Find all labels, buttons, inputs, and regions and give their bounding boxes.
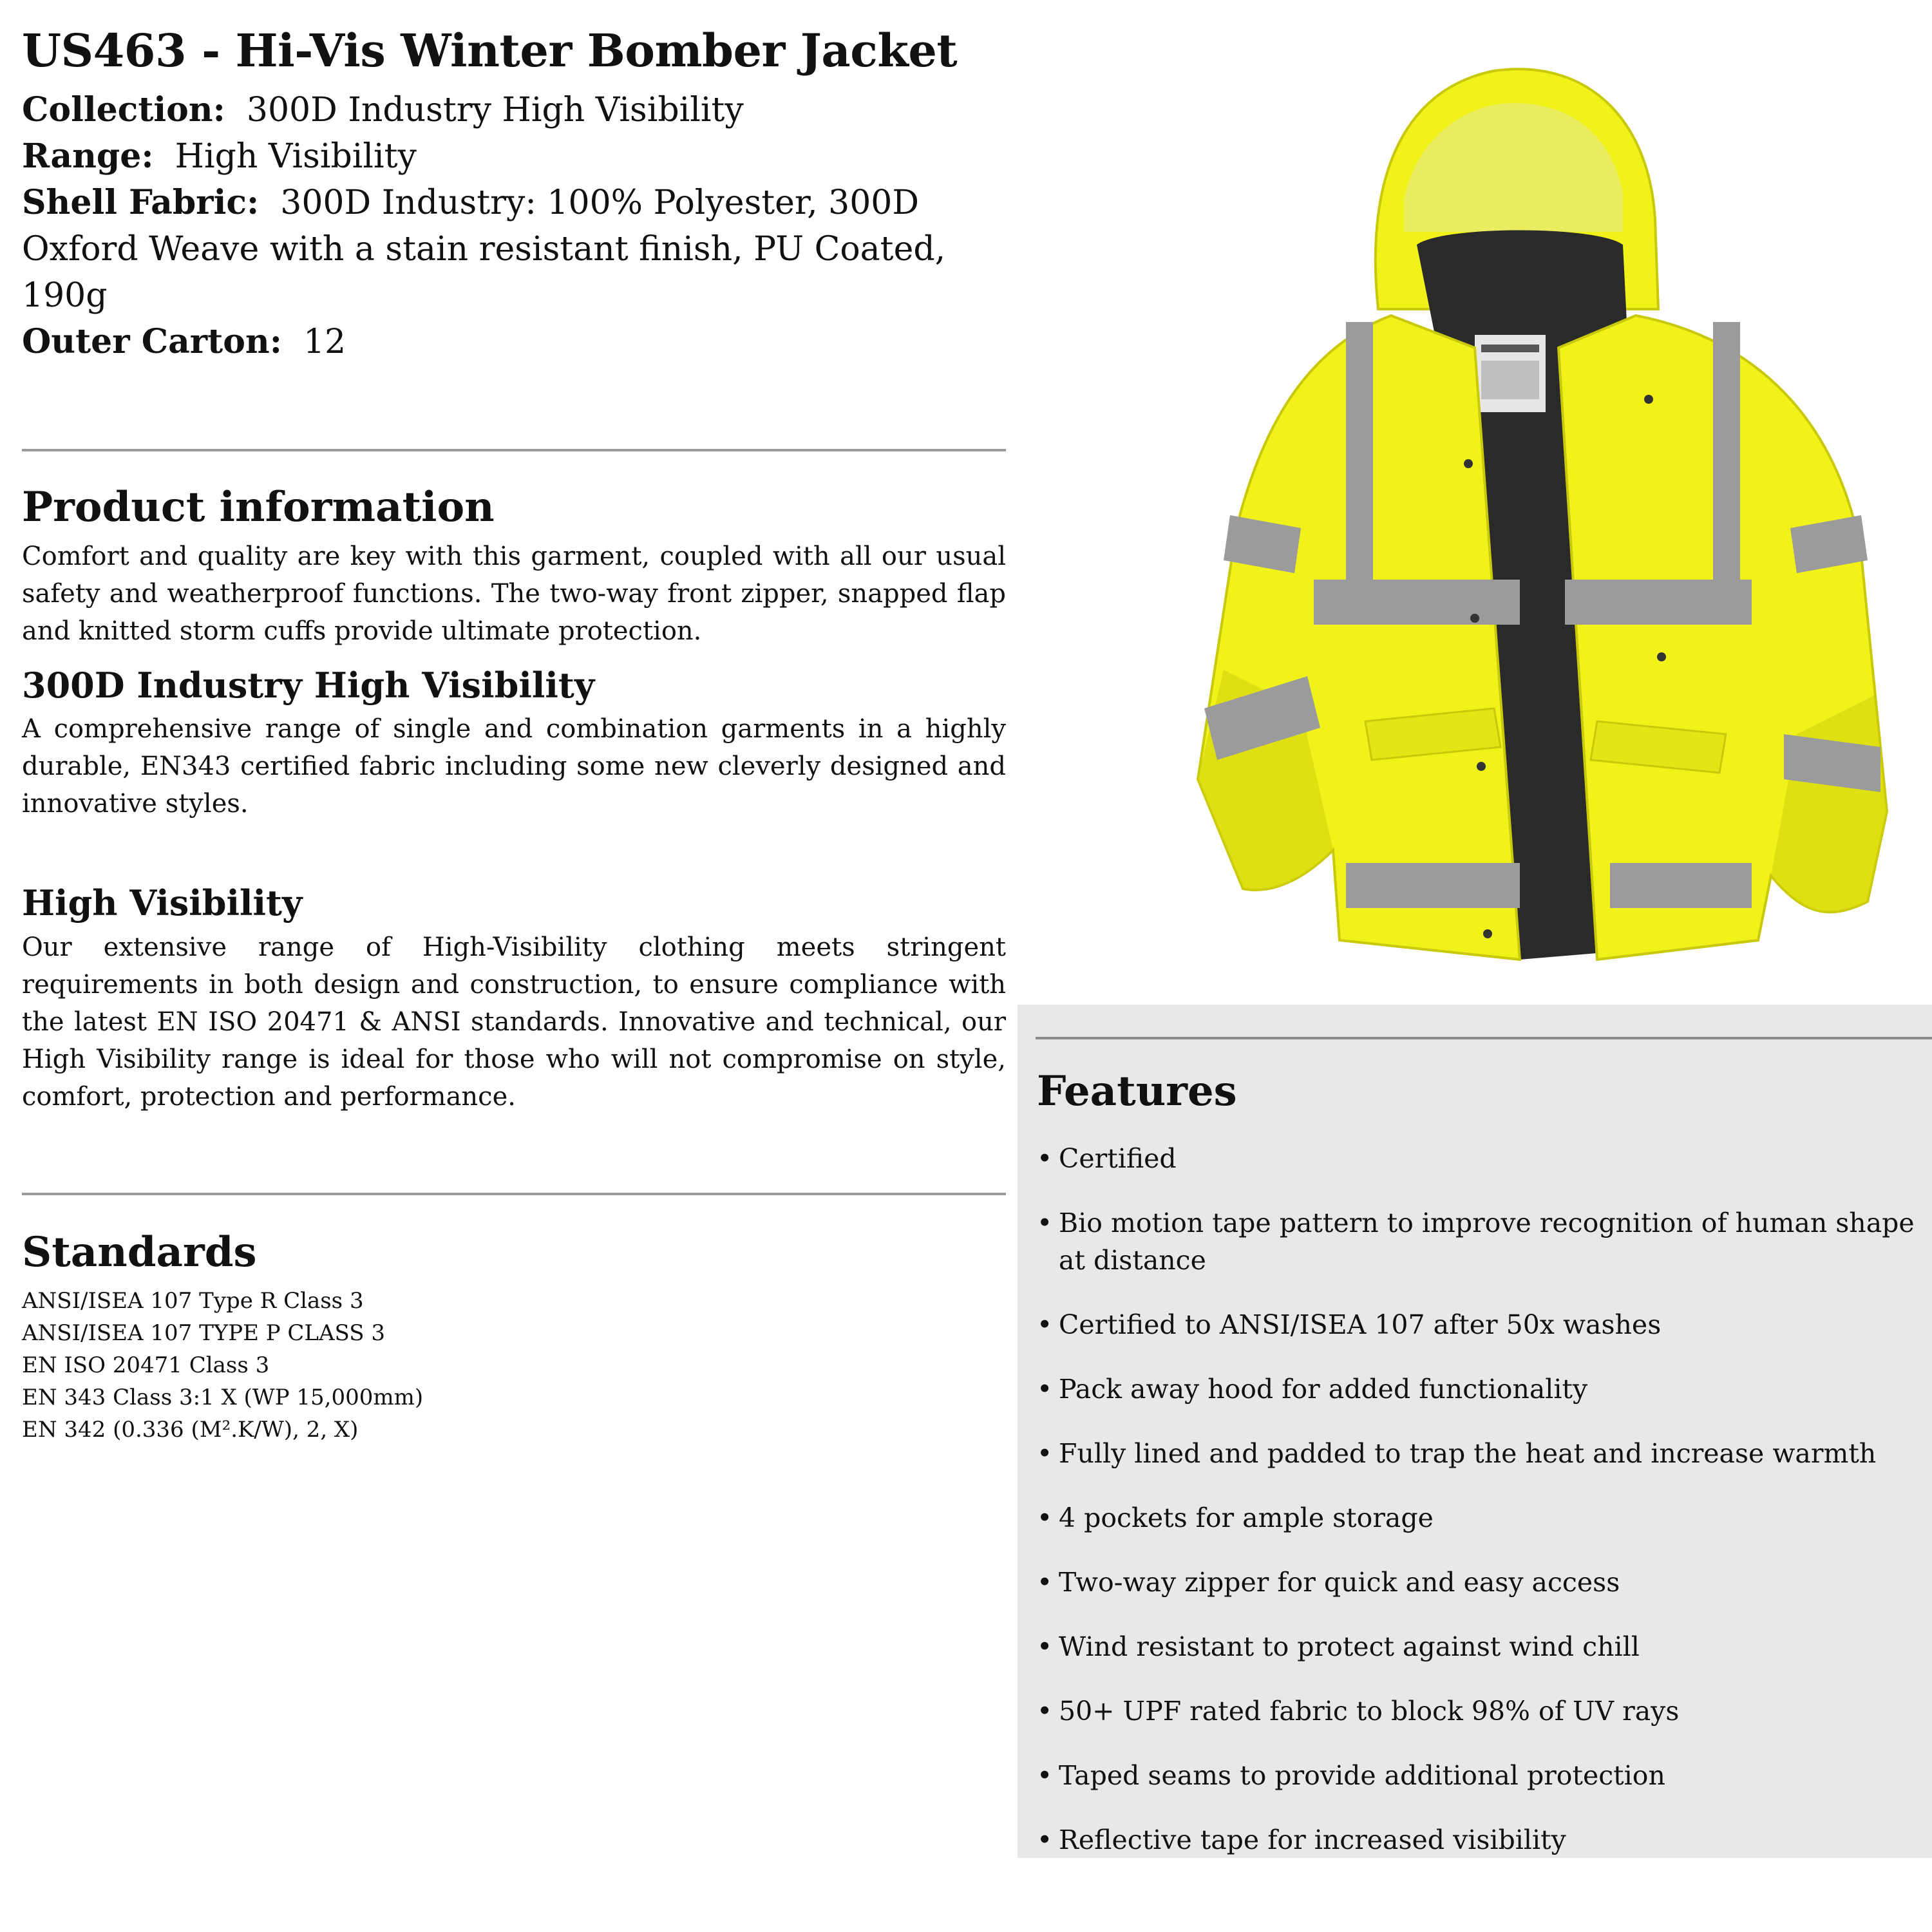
bullet-icon: • bbox=[1037, 1143, 1053, 1174]
bullet-icon: • bbox=[1037, 1824, 1053, 1855]
bullet-icon: • bbox=[1037, 1567, 1053, 1598]
bullet-icon: • bbox=[1037, 1374, 1053, 1405]
feature-text: Reflective tape for increased visibility bbox=[1059, 1824, 1566, 1855]
feature-item bbox=[1037, 1564, 1919, 1601]
feature-item bbox=[1037, 1306, 1919, 1343]
standard-item: EN ISO 20471 Class 3 bbox=[22, 1352, 270, 1378]
jacket-illustration bbox=[1030, 39, 1932, 1005]
bullet-icon: • bbox=[1037, 1438, 1053, 1469]
feature-item bbox=[1037, 1757, 1919, 1794]
feature-text: Pack away hood for added functionality bbox=[1059, 1374, 1588, 1405]
hi-vis-jacket-photo bbox=[1030, 39, 1932, 1005]
feature-item bbox=[1037, 1140, 1919, 1177]
feature-text: Wind resistant to protect against wind chill bbox=[1059, 1631, 1640, 1662]
feature-text: 4 pockets for ample storage bbox=[1059, 1502, 1434, 1533]
features-panel bbox=[1018, 1005, 1932, 1858]
feature-item bbox=[1037, 1821, 1919, 1859]
feature-text: Fully lined and padded to trap the heat and increase warmth bbox=[1059, 1438, 1877, 1469]
features-divider bbox=[1036, 1037, 1932, 1039]
standard-item: EN 342 (0.336 (M².K/W), 2, X) bbox=[22, 1416, 359, 1443]
spec-label: Outer Carton: bbox=[22, 322, 282, 361]
range-subsection-heading: High Visibility bbox=[22, 882, 303, 923]
feature-text: Certified to ANSI/ISEA 107 after 50x washes bbox=[1059, 1309, 1662, 1340]
bullet-icon: • bbox=[1037, 1631, 1053, 1662]
feature-text: Bio motion tape pattern to improve recognition of human shape at distance bbox=[1059, 1208, 1915, 1276]
spec-label: Shell Fabric: bbox=[22, 183, 260, 222]
feature-text: 50+ UPF rated fabric to block 98% of UV rays bbox=[1059, 1696, 1680, 1727]
feature-text: Two-way zipper for quick and easy access bbox=[1059, 1567, 1620, 1598]
range-subsection bbox=[22, 884, 1006, 1115]
feature-text: Certified bbox=[1059, 1143, 1177, 1174]
feature-item bbox=[1037, 1435, 1919, 1472]
collection-subsection bbox=[22, 667, 1006, 822]
feature-item bbox=[1037, 1204, 1919, 1279]
spec-range bbox=[22, 133, 1006, 180]
bullet-icon: • bbox=[1037, 1760, 1053, 1791]
bullet-icon: • bbox=[1037, 1208, 1053, 1238]
collection-subsection-body: A comprehensive range of single and combination garments in a highly durable, EN343 certified fabric including some new cleverly designed and innovative styles. bbox=[22, 714, 1006, 819]
features-heading: Features bbox=[1037, 1067, 1237, 1115]
spec-value: 300D Industry High Visibility bbox=[246, 91, 744, 129]
product-information-body: Comfort and quality are key with this garment, coupled with all our usual safety and weatherproof functions. The two-way front zipper, snapped flap and knitted storm cuffs provide ultimate protection. bbox=[22, 542, 1006, 647]
standard-item: ANSI/ISEA 107 TYPE P CLASS 3 bbox=[22, 1320, 385, 1346]
feature-item bbox=[1037, 1499, 1919, 1537]
spec-value: 300D Industry: 100% Polyester, 300D Oxford Weave with a stain resistant finish, PU Coated, 190g bbox=[22, 184, 946, 315]
feature-item bbox=[1037, 1370, 1919, 1408]
features-list bbox=[1037, 1140, 1919, 1886]
spec-label: Collection: bbox=[22, 90, 225, 129]
spec-label: Range: bbox=[22, 137, 154, 176]
feature-item bbox=[1037, 1692, 1919, 1730]
section-divider bbox=[22, 1193, 1006, 1195]
bullet-icon: • bbox=[1037, 1309, 1053, 1340]
feature-text: Taped seams to provide additional protection bbox=[1059, 1760, 1665, 1791]
product-title: US463 - Hi-Vis Winter Bomber Jacket bbox=[22, 24, 958, 77]
standards-section bbox=[22, 1230, 1006, 1445]
product-information-section bbox=[22, 485, 1006, 1115]
spec-list bbox=[22, 87, 1006, 365]
range-subsection-body: Our extensive range of High-Visibility clothing meets stringent requirements in both design and construction, to ensure compliance with the latest EN ISO 20471 & ANSI standards. Innovative and technical, our High Visibility range is ideal for those who will not compromise on style, comfort, protection and performance. bbox=[22, 933, 1006, 1112]
product-details-column bbox=[22, 26, 1006, 1446]
spec-value: High Visibility bbox=[175, 137, 417, 176]
feature-item bbox=[1037, 1628, 1919, 1665]
collection-subsection-heading: 300D Industry High Visibility bbox=[22, 665, 595, 706]
standard-item: ANSI/ISEA 107 Type R Class 3 bbox=[22, 1287, 364, 1314]
spec-shell-fabric bbox=[22, 180, 1006, 319]
standards-heading: Standards bbox=[22, 1228, 257, 1277]
bullet-icon: • bbox=[1037, 1696, 1053, 1727]
bullet-icon: • bbox=[1037, 1502, 1053, 1533]
spec-outer-carton bbox=[22, 319, 1006, 365]
section-divider bbox=[22, 449, 1006, 451]
standard-item: EN 343 Class 3:1 X (WP 15,000mm) bbox=[22, 1384, 424, 1410]
spec-collection bbox=[22, 87, 1006, 133]
spec-value: 12 bbox=[303, 323, 346, 361]
product-information-heading: Product information bbox=[22, 483, 495, 531]
